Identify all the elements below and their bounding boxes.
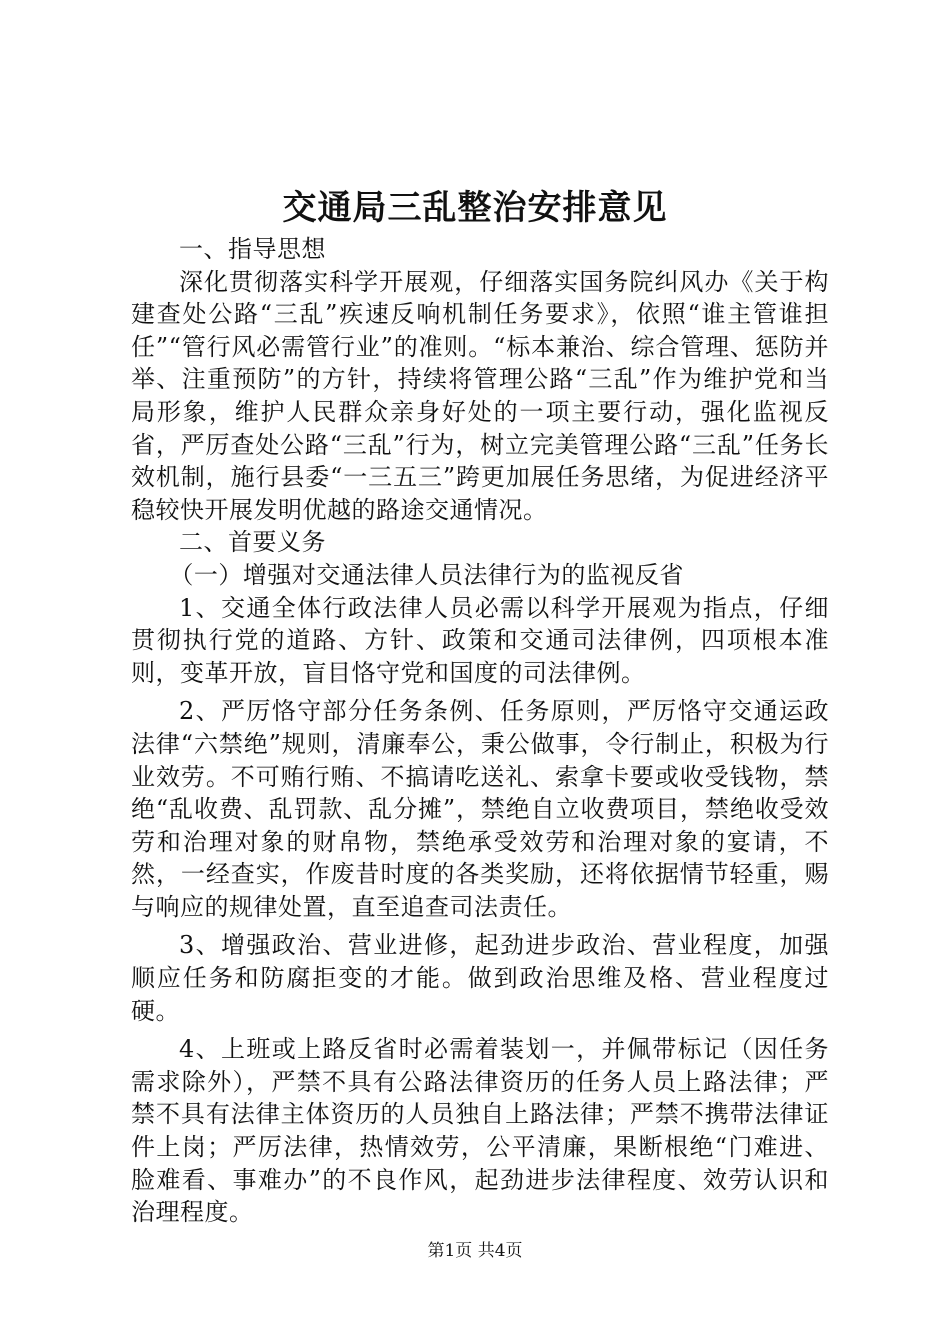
paragraph-item-4: 4、上班或上路反省时必需着装划一，并佩带标记（因任务需求除外），严禁不具有公路法律资历的任务人员上路法律；严禁不具有法律主体资历的人员独自上路法律；严禁不携带法律证件上岗；严厉法律，热情效劳，公平清廉，果断根绝“门难进、脸难看、事难办”的不良作风，起劲进步法律程度、效劳认识和治理程度。 [131,1035,829,1227]
subsection-heading-supervision: （一）增强对交通法律人员法律行为的监视反省 [169,560,684,589]
paragraph-item-2: 2、严厉恪守部分任务条例、任务原则，严厉恪守交通运政法律“六禁绝”规则，清廉奉公，秉公做事，令行制止，积极为行业效劳。不可贿行贿、不搞请吃送礼、索拿卡要或收受钱物，禁绝“乱收费、乱罚款、乱分摊”，禁绝自立收费项目，禁绝收受效劳和治理对象的财帛物，禁绝承受效劳和治理对象的宴请，不然，一经查实，作废昔时度的各类奖励，还将依据情节轻重，赐与响应的规律处置，直至追查司法责任。 [131,697,829,921]
paragraph-item-3: 3、增强政治、营业进修，起劲进步政治、营业程度，加强顺应任务和防腐拒变的才能。做到政治思维及格、营业程度过硬。 [131,931,829,1025]
section-heading-guiding-thought: 一、指导思想 [179,235,326,263]
document-title: 交通局三乱整治安排意见 [282,188,668,228]
page-footer: 第1页 共4页 [427,1241,523,1261]
document-body [131,233,829,1229]
paragraph-guiding-thought: 深化贯彻落实科学开展观，仔细落实国务院纠风办《关于构建查处公路“三乱”疾速反响机制任务要求》，依照“谁主管谁担任”“管行风必需管行业”的准则。“标本兼治、综合管理、惩防并举、注重预防”的方针，持续将管理公路“三乱”作为维护党和当局形象，维护人民群众亲身好处的一项主要行动，强化监视反省，严厉查处公路“三乱”行为，树立完美管理公路“三乱”任务长效机制，施行县委“一三五三”跨更加展任务思绪，为促进经济平稳较快开展发明优越的路途交通情况。 [131,267,829,524]
paragraph-item-1: 1、交通全体行政法律人员必需以科学开展观为指点，仔细贯彻执行党的道路、方针、政策和交通司法律例，四项根本准则，变革开放，盲目恪守党和国度的司法律例。 [131,593,829,687]
section-heading-main-tasks: 二、首要义务 [179,528,326,557]
